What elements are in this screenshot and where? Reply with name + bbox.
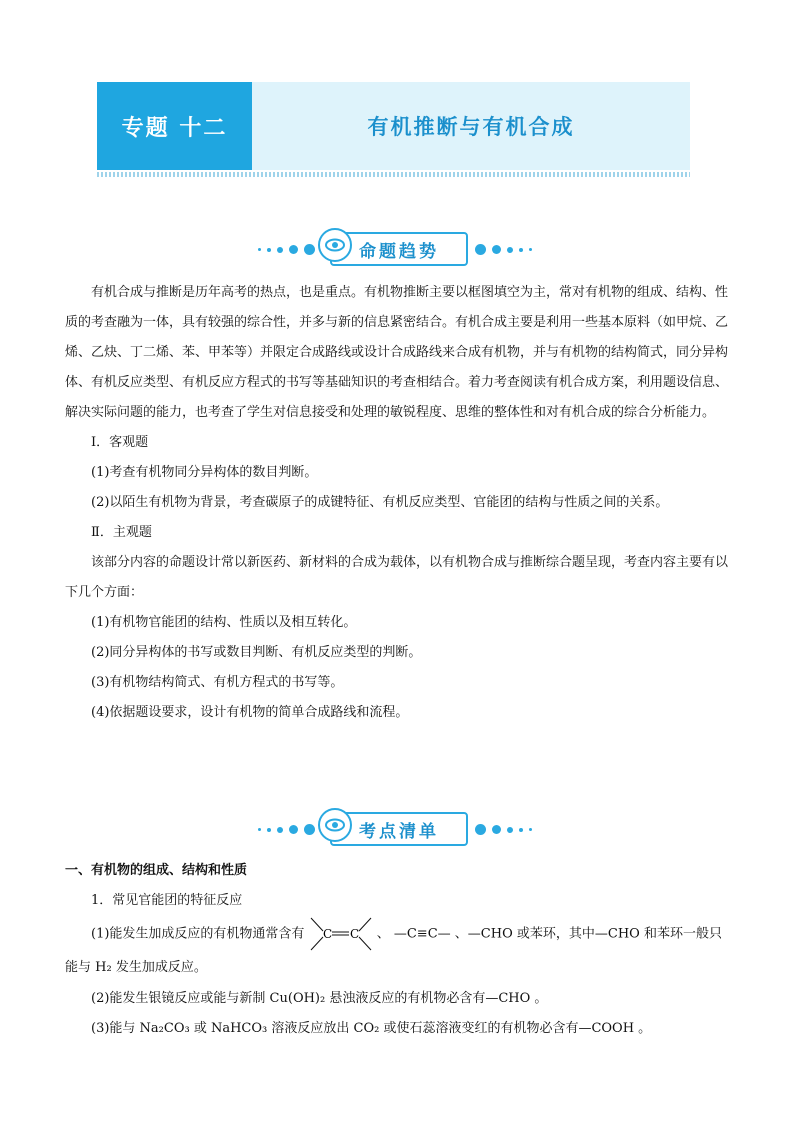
checklist-item-2: (2)能发生银镜反应或能与新制 Cu(OH)₂ 悬浊液反应的有机物必含有—CHO 。 [91, 991, 548, 1006]
eye-icon [318, 808, 352, 842]
decor-dots-right [475, 244, 532, 255]
subjective-item-2: (2)同分异构体的书写或数目判断、有机反应类型的判断。 [91, 645, 422, 660]
alkene-double-bond-diagram [309, 916, 373, 952]
section-title-checklist: 考点清单 [330, 812, 468, 846]
checklist-item-3: (3)能与 Na₂CO₃ 或 NaHCO₃ 溶液反应放出 CO₂ 或使石蕊溶液变红的有机物必含有—COOH 。 [91, 1021, 652, 1036]
subjective-title: Ⅱ．主观题 [91, 525, 152, 540]
svg-text:C: C [322, 927, 332, 941]
section-title-trend: 命题趋势 [330, 232, 468, 266]
section-badge-trend [0, 228, 794, 268]
topic-number-box [97, 82, 252, 170]
svg-text:C: C [349, 927, 359, 941]
decor-dots-left [258, 824, 315, 835]
subjective-item-4: (4)依据题设要求，设计有机物的简单合成路线和流程。 [91, 705, 409, 720]
checklist-content [65, 856, 729, 1044]
objective-item-2: (2)以陌生有机物为背景，考查碳原子的成键特征、有机反应类型、官能团的结构与性质之间的关系。 [91, 495, 669, 510]
decor-dots-left [258, 244, 315, 255]
trend-content [65, 278, 729, 728]
trend-intro: 有机合成与推断是历年高考的热点，也是重点。有机物推断主要以框图填空为主，常对有机物的组成、结构、性质的考查融为一体，具有较强的综合性，并多与新的信息紧密结合。有机合成主要是利用一些基本原料（如甲烷、乙烯、乙炔、丁二烯、苯、甲苯等）并限定合成路线或设计合成路线来合成有机物，并与有机物的结构简式，同分异构体、有机反应类型、有机反应方程式的书写等基础知识的考查相结合。着力考查阅读有机合成方案，利用题设信息、解决实际问题的能力，也考查了学生对信息接受和处理的敏锐程度、思维的整体性和对有机合成的综合分析能力。 [65, 285, 729, 420]
subjective-intro: 该部分内容的命题设计常以新医药、新材料的合成为载体，以有机物合成与推断综合题呈现，考查内容主要有以下几个方面： [65, 555, 729, 600]
item1-separator: 、 [376, 926, 390, 942]
decor-dots-right [475, 824, 532, 835]
subjective-item-3: (3)有机物结构简式、有机方程式的书写等。 [91, 675, 344, 690]
checklist-item-1 [65, 916, 729, 984]
item1-text-a: (1)能发生加成反应的有机物通常含有 [91, 926, 305, 942]
topic-number: 专题 十二 [121, 114, 228, 141]
checklist-subheading: 1．常见官能团的特征反应 [91, 893, 243, 908]
banner-divider [97, 172, 690, 177]
item1-text-b: 、—CHO 或苯环，其中—CHO 和苯环一般只能与 H₂ 发生加成反应。 [65, 926, 722, 975]
section-badge-checklist [0, 808, 794, 848]
subjective-item-1: (1)有机物官能团的结构、性质以及相互转化。 [91, 615, 357, 630]
objective-item-1: (1)考查有机物同分异构体的数目判断。 [91, 465, 318, 480]
item1-triple-bond: —C≡C— [393, 926, 451, 942]
eye-icon [318, 228, 352, 262]
topic-title: 有机推断与有机合成 [367, 114, 575, 139]
checklist-heading: 一、有机物的组成、结构和性质 [65, 863, 248, 878]
objective-title: Ⅰ．客观题 [91, 435, 149, 450]
topic-banner [97, 82, 690, 170]
